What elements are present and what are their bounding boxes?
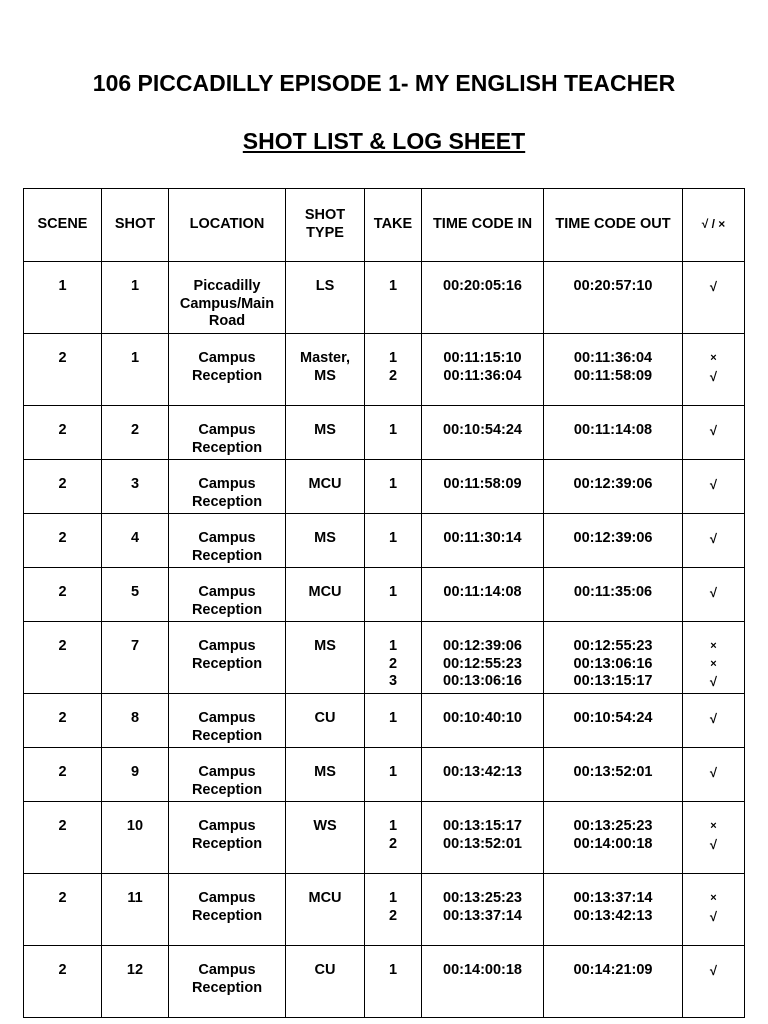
header-time-code-out: TIME CODE OUT: [544, 189, 683, 262]
table-row: [24, 568, 745, 622]
time-code-out-line: 00:12:55:23: [573, 638, 653, 654]
take-cell: [365, 334, 422, 406]
shot-text: 1: [130, 350, 140, 366]
location-text: Campus Reception: [191, 962, 263, 996]
time-code-out-cell: [544, 334, 683, 406]
take-cell: [365, 946, 422, 1018]
take-line: 2: [388, 367, 398, 384]
shot-text: 10: [126, 818, 144, 834]
time-code-out-line: 00:14:21:09: [573, 962, 653, 978]
location-text: Campus Reception: [191, 818, 263, 852]
shot-type-cell: [286, 406, 365, 460]
time-code-out-line: 00:13:42:13: [573, 907, 653, 924]
time-code-out-cell: [544, 694, 683, 748]
shot-type-text: Master, MS: [300, 350, 350, 384]
shot-text: 1: [130, 278, 140, 294]
header-row: [24, 189, 745, 262]
take-line: 1: [388, 890, 398, 906]
time-code-out-cell: [544, 568, 683, 622]
shot-cell: [102, 568, 169, 622]
time-code-in-line: 00:11:15:10: [443, 350, 522, 366]
scene-cell: [24, 946, 102, 1018]
time-code-in-line: 00:12:55:23: [443, 655, 522, 672]
cross-mark-icon: ×: [710, 640, 717, 652]
time-code-out-line: 00:20:57:10: [573, 278, 653, 294]
scene-text: 2: [58, 818, 67, 834]
take-cell: [365, 460, 422, 514]
time-code-out-line: 00:10:54:24: [573, 710, 653, 726]
time-code-out-cell: [544, 802, 683, 874]
location-cell: [169, 460, 286, 514]
time-code-out-line: 00:11:35:06: [573, 584, 653, 600]
take-cell: [365, 748, 422, 802]
cross-mark-icon: ×: [710, 657, 717, 670]
time-code-out-line: 00:13:06:16: [573, 655, 653, 672]
time-code-in-cell: [422, 514, 544, 568]
time-code-out-line: 00:13:25:23: [573, 818, 653, 834]
check-mark-cell: [683, 460, 745, 514]
scene-cell: [24, 568, 102, 622]
table-row: [24, 622, 745, 694]
shot-text: 8: [130, 710, 140, 726]
time-code-in-line: 00:13:15:17: [443, 818, 522, 834]
scene-cell: [24, 802, 102, 874]
scene-cell: [24, 874, 102, 946]
header-location: LOCATION: [169, 189, 286, 262]
time-code-out-cell: [544, 262, 683, 334]
check-mark-icon: √: [709, 423, 718, 438]
take-line: 1: [388, 422, 398, 438]
check-mark-icon: √: [709, 531, 718, 546]
scene-text: 2: [58, 584, 67, 600]
shot-text: 9: [130, 764, 140, 780]
shot-cell: [102, 460, 169, 514]
shot-type-cell: [286, 802, 365, 874]
check-mark-icon: √: [709, 711, 718, 726]
cross-mark-icon: ×: [710, 892, 717, 904]
check-mark-cell: [683, 946, 745, 1018]
location-cell: [169, 622, 286, 694]
location-cell: [169, 946, 286, 1018]
table-row: [24, 694, 745, 748]
check-mark-cell: [683, 694, 745, 748]
check-mark-cell: [683, 568, 745, 622]
take-line: 1: [388, 584, 398, 600]
shot-type-cell: [286, 622, 365, 694]
time-code-out-line: 00:12:39:06: [573, 476, 653, 492]
scene-text: 2: [58, 422, 67, 438]
shot-cell: [102, 406, 169, 460]
shot-type-text: CU: [314, 710, 336, 726]
take-line: 3: [388, 673, 398, 689]
time-code-in-cell: [422, 802, 544, 874]
scene-text: 2: [58, 764, 67, 780]
time-code-in-cell: [422, 694, 544, 748]
shot-cell: [102, 694, 169, 748]
check-mark-cell: [683, 748, 745, 802]
time-code-in-line: 00:20:05:16: [443, 278, 522, 294]
time-code-in-line: 00:11:30:14: [443, 530, 522, 546]
time-code-out-line: 00:11:36:04: [573, 350, 653, 366]
check-mark-icon: √: [709, 279, 718, 294]
shot-type-cell: [286, 262, 365, 334]
time-code-in-cell: [422, 622, 544, 694]
shot-type-cell: [286, 946, 365, 1018]
table-row: [24, 802, 745, 874]
check-mark-icon: √: [709, 585, 718, 600]
scene-text: 2: [58, 890, 67, 906]
location-cell: [169, 694, 286, 748]
time-code-in-cell: [422, 568, 544, 622]
table-row: [24, 460, 745, 514]
table-row: [24, 406, 745, 460]
header-shot-type: SHOT TYPE: [286, 189, 365, 262]
time-code-out-cell: [544, 622, 683, 694]
time-code-out-cell: [544, 874, 683, 946]
shot-type-text: MCU: [308, 890, 342, 906]
scene-cell: [24, 622, 102, 694]
location-text: Campus Reception: [191, 530, 263, 564]
time-code-out-cell: [544, 946, 683, 1018]
time-code-in-cell: [422, 748, 544, 802]
check-mark-icon: √: [709, 908, 718, 924]
time-code-out-cell: [544, 460, 683, 514]
time-code-out-line: 00:11:14:08: [573, 422, 653, 438]
time-code-in-cell: [422, 946, 544, 1018]
shot-text: 7: [130, 638, 140, 654]
shot-type-cell: [286, 874, 365, 946]
time-code-out-line: 00:13:52:01: [573, 764, 653, 780]
shot-text: 2: [130, 422, 140, 438]
shot-type-cell: [286, 334, 365, 406]
take-line: 1: [388, 764, 398, 780]
cross-mark-icon: ×: [710, 820, 717, 832]
shot-type-cell: [286, 514, 365, 568]
scene-cell: [24, 406, 102, 460]
take-cell: [365, 514, 422, 568]
take-cell: [365, 622, 422, 694]
take-line: 1: [388, 476, 398, 492]
scene-text: 2: [58, 350, 67, 366]
time-code-in-line: 00:11:36:04: [443, 367, 522, 384]
check-mark-cell: [683, 514, 745, 568]
shot-type-cell: [286, 748, 365, 802]
table-row: [24, 874, 745, 946]
location-text: Piccadilly Campus/Main Road: [179, 278, 275, 329]
scene-cell: [24, 334, 102, 406]
check-mark-icon: √: [709, 674, 718, 689]
time-code-out-line: 00:13:37:14: [573, 890, 653, 906]
shot-type-text: MS: [314, 638, 336, 654]
time-code-in-line: 00:11:14:08: [443, 584, 522, 600]
time-code-out-line: 00:13:15:17: [573, 673, 653, 689]
scene-cell: [24, 694, 102, 748]
take-cell: [365, 802, 422, 874]
location-cell: [169, 568, 286, 622]
shot-type-cell: [286, 694, 365, 748]
check-mark-cell: [683, 262, 745, 334]
time-code-in-line: 00:10:54:24: [443, 422, 522, 438]
location-text: Campus Reception: [191, 890, 263, 924]
take-cell: [365, 874, 422, 946]
check-mark-cell: [683, 622, 745, 694]
take-line: 1: [388, 818, 398, 834]
header-take: TAKE: [365, 189, 422, 262]
shot-text: 12: [126, 962, 144, 978]
header-shot: SHOT: [102, 189, 169, 262]
shot-text: 4: [130, 530, 140, 546]
check-mark-icon: √: [709, 836, 718, 852]
table-row: [24, 262, 745, 334]
time-code-in-line: 00:11:58:09: [443, 476, 522, 492]
shot-type-text: MCU: [308, 476, 342, 492]
location-cell: [169, 748, 286, 802]
time-code-in-line: 00:13:42:13: [443, 764, 522, 780]
time-code-in-line: 00:10:40:10: [443, 710, 522, 726]
take-line: 1: [388, 710, 398, 726]
location-text: Campus Reception: [191, 350, 263, 384]
table-row: [24, 946, 745, 1018]
shot-type-cell: [286, 460, 365, 514]
scene-text: 2: [58, 530, 67, 546]
shot-type-text: CU: [314, 962, 336, 978]
time-code-in-cell: [422, 406, 544, 460]
take-line: 1: [388, 530, 398, 546]
location-cell: [169, 406, 286, 460]
shot-text: 11: [127, 890, 143, 906]
scene-text: 2: [58, 476, 67, 492]
shot-log-table: [23, 188, 745, 1018]
location-text: Campus Reception: [191, 584, 263, 618]
time-code-in-line: 00:13:37:14: [443, 907, 522, 924]
shot-text: 5: [130, 584, 140, 600]
location-text: Campus Reception: [191, 638, 263, 672]
location-cell: [169, 802, 286, 874]
take-line: 2: [388, 907, 398, 924]
shot-type-cell: [286, 568, 365, 622]
scene-text: 2: [58, 638, 67, 654]
take-cell: [365, 262, 422, 334]
location-text: Campus Reception: [191, 422, 263, 456]
time-code-in-line: 00:13:25:23: [443, 890, 522, 906]
scene-cell: [24, 262, 102, 334]
take-line: 1: [388, 962, 398, 978]
take-cell: [365, 406, 422, 460]
scene-cell: [24, 460, 102, 514]
cross-mark-icon: ×: [710, 352, 717, 364]
location-text: Campus Reception: [191, 764, 263, 798]
check-mark-icon: √: [709, 765, 718, 780]
subtitle-text: SHOT LIST & LOG SHEET: [242, 128, 526, 154]
location-cell: [169, 334, 286, 406]
shot-type-text: MCU: [308, 584, 342, 600]
location-text: Campus Reception: [191, 476, 263, 510]
shot-cell: [102, 262, 169, 334]
take-line: 1: [388, 350, 398, 366]
table-row: [24, 334, 745, 406]
check-mark-cell: [683, 334, 745, 406]
header-scene: SCENE: [24, 189, 102, 262]
take-cell: [365, 694, 422, 748]
time-code-in-cell: [422, 874, 544, 946]
document-subtitle: [0, 128, 768, 155]
header-check-mark: √ / ×: [683, 189, 745, 262]
location-text: Campus Reception: [191, 710, 263, 744]
scene-cell: [24, 514, 102, 568]
take-cell: [365, 568, 422, 622]
shot-type-text: MS: [314, 530, 336, 546]
take-line: 1: [388, 278, 398, 294]
shot-cell: [102, 802, 169, 874]
scene-text: 1: [58, 278, 67, 294]
time-code-in-cell: [422, 334, 544, 406]
scene-text: 2: [58, 710, 67, 726]
time-code-in-line: 00:14:00:18: [443, 962, 522, 978]
shot-type-text: WS: [313, 818, 337, 834]
time-code-out-cell: [544, 406, 683, 460]
shot-cell: [102, 334, 169, 406]
document-title: 106 PICCADILLY EPISODE 1- MY ENGLISH TEACHER: [92, 70, 676, 96]
header-time-code-in: TIME CODE IN: [422, 189, 544, 262]
time-code-out-cell: [544, 514, 683, 568]
time-code-in-cell: [422, 262, 544, 334]
time-code-in-cell: [422, 460, 544, 514]
shot-cell: [102, 622, 169, 694]
shot-cell: [102, 514, 169, 568]
table-row: [24, 514, 745, 568]
take-line: 1: [388, 638, 398, 654]
shot-cell: [102, 946, 169, 1018]
check-mark-icon: √: [709, 963, 718, 978]
scene-cell: [24, 748, 102, 802]
time-code-in-line: 00:12:39:06: [443, 638, 522, 654]
scene-text: 2: [58, 962, 67, 978]
time-code-out-line: 00:14:00:18: [573, 835, 653, 852]
check-mark-cell: [683, 406, 745, 460]
shot-type-text: LS: [315, 278, 335, 294]
take-line: 2: [388, 655, 398, 672]
shot-cell: [102, 748, 169, 802]
location-cell: [169, 514, 286, 568]
shot-cell: [102, 874, 169, 946]
location-cell: [169, 874, 286, 946]
check-mark-cell: [683, 874, 745, 946]
shot-text: 3: [130, 476, 140, 492]
check-mark-icon: √: [709, 368, 718, 384]
time-code-out-line: 00:12:39:06: [573, 530, 653, 546]
time-code-out-line: 00:11:58:09: [573, 367, 653, 384]
time-code-out-cell: [544, 748, 683, 802]
time-code-in-line: 00:13:52:01: [443, 835, 522, 852]
table-row: [24, 748, 745, 802]
take-line: 2: [388, 835, 398, 852]
shot-type-text: MS: [314, 764, 336, 780]
location-cell: [169, 262, 286, 334]
shot-type-text: MS: [314, 422, 336, 438]
check-mark-cell: [683, 802, 745, 874]
time-code-in-line: 00:13:06:16: [443, 673, 522, 689]
check-mark-icon: √: [709, 477, 718, 492]
